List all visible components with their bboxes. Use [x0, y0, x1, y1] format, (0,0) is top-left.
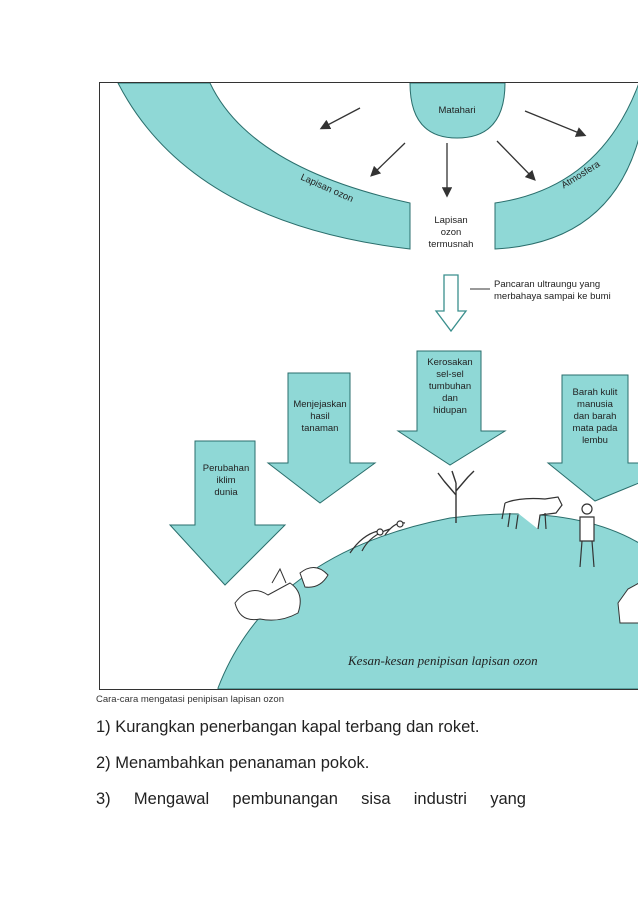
effect-arrow-crops-line-3: tanaman: [301, 423, 339, 434]
text-line-3-word: industri: [413, 790, 467, 808]
diagram-svg: [100, 83, 638, 689]
text-line-3-word: yang: [490, 790, 526, 808]
text-line-3-word: pembunangan: [232, 790, 338, 808]
uv-label-2: merbahaya sampai ke bumi: [494, 291, 611, 302]
text-line-2: 2) Menambahkan penanaman pokok.: [96, 754, 370, 772]
effect-arrow-cancer-line-4: mata pada: [572, 423, 618, 434]
effect-arrow-cells-line-4: dan: [442, 393, 458, 404]
atmosphere-arc: [118, 83, 410, 249]
dead-tree-icon: [438, 471, 474, 523]
text-line-3-word: 3): [96, 790, 111, 808]
effect-arrow-cells-line-1: Kerosakan: [427, 357, 473, 368]
effect-arrow-crops: [268, 373, 375, 503]
text-line-3-word: sisa: [361, 790, 391, 808]
atmosphere-label: Atmosfera: [559, 158, 603, 192]
figure-caption: Kesan-kesan penipisan lapisan ozon: [348, 653, 538, 668]
ozone-layer-label: Lapisan ozon: [298, 171, 355, 205]
ozone-diagram: [99, 82, 638, 690]
effect-arrow-crops-line-2: hasil: [310, 411, 330, 422]
effect-arrow-cells-line-5: hidupan: [433, 405, 467, 416]
text-line-1: 1) Kurangkan penerbangan kapal terbang dan roket.: [96, 718, 480, 736]
destroyed-ozone-label-2: ozon: [440, 227, 462, 238]
uv-label-1: Pancaran ultraungu yang: [494, 279, 601, 290]
ray-arrow: [322, 108, 360, 128]
effect-arrow-climate-line-1: Perubahan: [202, 463, 250, 474]
ray-arrow: [525, 111, 584, 135]
uv-arrow: [436, 275, 466, 331]
destroyed-ozone-label-1: Lapisan: [434, 215, 468, 226]
atmosphere-arc-right: [495, 83, 638, 249]
text-line-3: [96, 790, 526, 809]
effect-arrow-cancer-line-2: manusia: [577, 399, 613, 410]
caption: Cara-cara mengatasi penipisan lapisan ozon: [96, 694, 285, 705]
ray-arrow: [497, 141, 534, 179]
effect-arrow-cells-line-2: sel-sel: [436, 369, 464, 380]
destroyed-ozone-label-3: termusnah: [428, 239, 474, 250]
text-line-3-word: Mengawal: [133, 790, 210, 808]
effect-arrow-cancer-line-3: dan barah: [573, 411, 617, 422]
ray-arrow: [372, 143, 405, 175]
effect-arrow-climate-line-2: iklim: [216, 475, 236, 486]
effect-arrow-cancer-line-1: Barah kulit: [572, 387, 618, 398]
effect-arrow-cells-line-3: tumbuhan: [428, 381, 472, 392]
effect-arrow-cancer-line-5: lembu: [582, 435, 608, 446]
effect-arrow-climate-line-3: dunia: [214, 487, 238, 498]
effect-arrow-crops-line-1: Menjejaskan: [293, 399, 347, 410]
sun-label: Matahari: [438, 105, 476, 116]
